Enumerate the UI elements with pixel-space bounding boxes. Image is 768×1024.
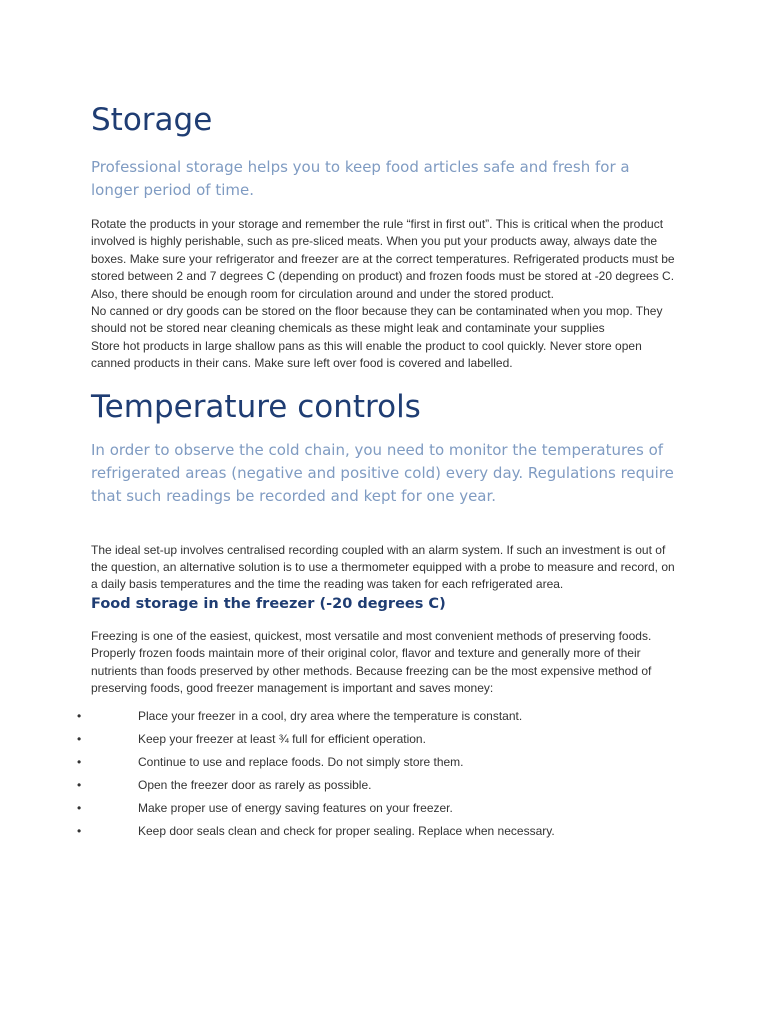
storage-paragraph-floor: No canned or dry goods can be stored on the floor because they can be contaminated when you mop. They should not be stored near cleaning chemicals as these might leak and contaminate your supplies: [91, 304, 663, 336]
list-item: [77, 708, 697, 725]
list-item-text: Open the freezer door as rarely as possible.: [138, 777, 372, 792]
list-item-text: Keep door seals clean and check for proper sealing. Replace when necessary.: [138, 823, 555, 838]
list-item: [77, 754, 697, 771]
storage-heading: Storage: [91, 102, 213, 138]
document-content: [77, 100, 681, 846]
bullet-icon: •: [77, 731, 82, 746]
freezer-tips-list: [77, 708, 697, 840]
freezer-paragraph: Freezing is one of the easiest, quickest, most versatile and most convenient methods of preserving foods. Properly frozen foods maintain more of their original color, flavor and texture and generally more of their nutrients than foods preserved by other methods. Because freezing can be the most expensive method of preserving foods, good freezer management is important and saves money:: [91, 628, 652, 696]
temperature-paragraph: The ideal set-up involves centralised recording coupled with an alarm system. If such an investment is out of the question, an alternative solution is to use a thermometer equipped with a probe to measure and record, on a daily basis temperatures and the time the reading was taken for each refrigerated area.: [91, 542, 675, 592]
storage-lead: Professional storage helps you to keep food articles safe and fresh for a longer period of time.: [91, 158, 630, 199]
list-item-text: Make proper use of energy saving features on your freezer.: [138, 800, 453, 815]
bullet-icon: •: [77, 708, 82, 723]
storage-paragraph-rotation: Rotate the products in your storage and remember the rule “first in first out”. This is critical when the product involved is highly perishable, such as pre-sliced meats. When you put your products away, always date the boxes. Make sure your refrigerator and freezer are at the correct temperatures. Refrigerated products must be stored between 2 and 7 degrees C (depending on product) and frozen foods must be stored at -20 degrees C. Also, there should be enough room for circulation around and under the stored product.: [91, 217, 675, 301]
bullet-icon: •: [77, 777, 82, 792]
list-item: [77, 777, 697, 794]
freezer-heading: Food storage in the freezer (-20 degrees C): [91, 595, 446, 612]
list-item: [77, 800, 697, 817]
bullet-icon: •: [77, 823, 82, 838]
temperature-heading: Temperature controls: [91, 388, 421, 425]
list-item-text: Continue to use and replace foods. Do not simply store them.: [138, 754, 464, 769]
list-item-text: Place your freezer in a cool, dry area where the temperature is constant.: [138, 708, 523, 723]
list-item-text: Keep your freezer at least ¾ full for efficient operation.: [138, 731, 426, 746]
list-item: [77, 731, 697, 748]
temperature-lead: In order to observe the cold chain, you need to monitor the temperatures of refrigerated areas (negative and positive cold) every day. Regulations require that such readings be recorded and kept for one year.: [91, 440, 674, 505]
bullet-icon: •: [77, 800, 82, 815]
bullet-icon: •: [77, 754, 82, 769]
list-item: [77, 823, 697, 840]
storage-paragraph-hot-products: Store hot products in large shallow pans as this will enable the product to cool quickly. Never store open canned products in their cans. Make sure left over food is covered and labelled.: [91, 338, 642, 371]
